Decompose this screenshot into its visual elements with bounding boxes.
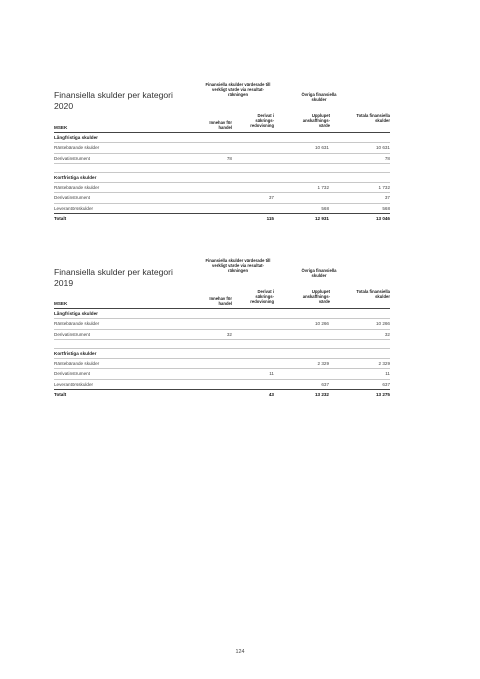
table-title: Finansiella skulder per kategori 2019 — [54, 267, 173, 288]
table-row: Derivatinstrument 32 32 — [54, 330, 390, 340]
table-2019 — [54, 258, 390, 398]
table-row: Kortfristiga skulder — [54, 172, 390, 183]
unit-label: MSEK — [54, 301, 68, 306]
col-header-amortized: Upplupet anskaffnings-värde — [302, 289, 330, 305]
total-row: Totalt 43 13 232 13 275 — [54, 392, 390, 398]
table-title: Finansiella skulder per kategori 2020 — [54, 90, 173, 111]
col-header-hedge: Derivat i säkrings-redovisning — [250, 289, 274, 305]
other-header: Övriga finansiella skulder — [301, 268, 337, 279]
table-row: Långfristiga skulder — [54, 309, 390, 319]
group-header: Finansiella skulder värderade till verkligt värde via resultat-räkningen — [205, 258, 271, 274]
unit-label: MSEK — [54, 125, 68, 130]
table-row: Leverantörsskulder 568 568 — [54, 204, 390, 214]
table-row: Räntebärande skulder 1 732 1 732 — [54, 183, 390, 193]
table-row: Räntebärande skulder 2 329 2 329 — [54, 359, 390, 369]
table-row: Derivatinstrument 11 11 — [54, 369, 390, 379]
table-row: Leverantörsskulder 637 637 — [54, 380, 390, 390]
col-header-hedge: Derivat i säkrings-redovisning — [250, 113, 274, 129]
table-row: Derivatinstrument 37 37 — [54, 193, 390, 203]
table-body — [54, 133, 390, 223]
col-header-total: Totala finansiella skulder — [356, 289, 390, 300]
table-row: Derivatinstrument 78 78 — [54, 154, 390, 164]
table-row: Långfristiga skulder — [54, 133, 390, 143]
table-row: Räntebärande skulder 10 266 10 266 — [54, 319, 390, 329]
table-row: Kortfristiga skulder — [54, 348, 390, 359]
table-2020 — [54, 82, 390, 222]
col-header-total: Totala finansiella skulder — [356, 113, 390, 124]
table-row: Räntebärande skulder 10 631 10 631 — [54, 143, 390, 153]
col-header-amortized: Upplupet anskaffnings-värde — [302, 113, 330, 129]
col-header-trading: Innehav för handel — [209, 120, 232, 131]
group-header: Finansiella skulder värderade till verkligt värde via resultat-räkningen — [205, 82, 271, 98]
table-row-spacer — [54, 340, 390, 348]
page-number: 124 — [235, 649, 245, 655]
col-header-trading: Innehav för handel — [209, 296, 232, 307]
other-header: Övriga finansiella skulder — [301, 92, 337, 103]
total-row: Totalt 115 12 931 13 046 — [54, 216, 390, 222]
table-row-spacer — [54, 164, 390, 172]
table-body — [54, 309, 390, 399]
